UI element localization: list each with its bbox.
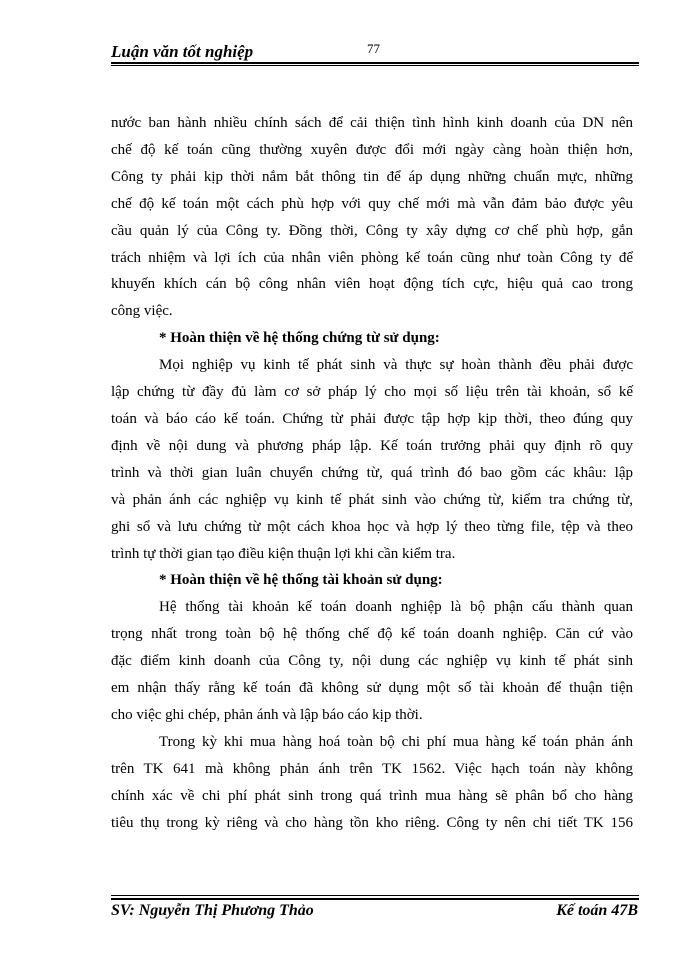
text-line: nước ban hành nhiều chính sách để cải thiện tình hình kinh doanh của DN nên bbox=[111, 115, 633, 131]
document-title: Luận văn tốt nghiệp bbox=[111, 42, 254, 61]
text-line: tiêu thụ trong kỳ riêng và cho hàng tồn kho riêng. Công ty nên chi tiết TK 156 bbox=[111, 814, 633, 831]
text-line: Công ty phải kịp thời nắm bắt thông tin để áp dụng những chuẩn mực, những bbox=[111, 168, 633, 185]
paragraph bbox=[111, 352, 633, 567]
text-line: Hệ thống tài khoản kế toán doanh nghiệp là bộ phận cấu thành quan bbox=[159, 599, 633, 616]
text-line: trên TK 641 mà không phản ánh trên TK 1562. Việc hạch toán này không bbox=[111, 760, 633, 777]
text-line: toán và báo cáo kế toán. Chứng từ phải được tập hợp kịp thời, theo đúng quy bbox=[111, 410, 633, 427]
page-number: 77 bbox=[367, 41, 380, 56]
text-line: và phản ánh các nghiệp vụ kinh tế phát sinh vào chứng từ, kiểm tra chứng từ, bbox=[111, 491, 633, 508]
paragraph bbox=[111, 110, 633, 325]
paragraph bbox=[111, 594, 633, 729]
text-line: cầu quản lý của Công ty. Đồng thời, Công ty xây dựng cơ chế phù hợp, gắn bbox=[111, 222, 633, 239]
footer-author: SV: Nguyễn Thị Phương Thảo bbox=[111, 902, 314, 919]
text-line: Mọi nghiệp vụ kinh tế phát sinh và thực sự hoàn thành đều phải được bbox=[159, 357, 633, 374]
page-header bbox=[111, 40, 639, 64]
text-line: em nhận thấy rằng kế toán đã không sử dụng một số tài khoản để thuận tiện bbox=[111, 680, 633, 697]
text-line: lập chứng từ đầy đủ làm cơ sở pháp lý cho mọi số liệu trên tài khoản, sổ kế bbox=[111, 384, 633, 401]
footer-class: Kế toán 47B bbox=[556, 902, 638, 919]
text-line: * Hoàn thiện về hệ thống tài khoản sử dụng: bbox=[159, 572, 443, 589]
text-line: trọng nhất trong toàn bộ hệ thống chế độ kế toán doanh nghiệp. Căn cứ vào bbox=[111, 626, 633, 643]
text-line: đặc điểm kinh doanh của Công ty, nội dung các nghiệp vụ kinh tế phát sinh bbox=[111, 653, 633, 670]
text-line: ghi sổ và lưu chứng từ một cách khoa học và hợp lý theo từng file, tệp và theo bbox=[111, 518, 633, 535]
text-line: chế độ kế toán một cách phù hợp với quy chế mới mà vẫn đảm bảo được yêu bbox=[111, 195, 633, 212]
text-line: trình và thời gian luân chuyển chứng từ, quá trình đó bao gồm các khâu: lập bbox=[111, 464, 633, 481]
text-line: định về nội dung và phương pháp lập. Kế toán trưởng phải quy định rõ quy bbox=[111, 437, 633, 454]
text-line: Trong kỳ khi mua hàng hoá toàn bộ chi phí mua hàng kế toán phản ánh bbox=[159, 733, 633, 750]
section-heading bbox=[111, 325, 633, 352]
text-line: công việc. bbox=[111, 303, 173, 320]
text-line: chính xác về chi phí phát sinh trong quá trình mua hàng sẽ phân bổ cho hàng bbox=[111, 787, 633, 804]
text-line: trình tự thời gian tạo điều kiện thuận lợi khi cần kiểm tra. bbox=[111, 545, 456, 562]
footer-rule-thin bbox=[111, 895, 639, 896]
text-line: * Hoàn thiện về hệ thống chứng từ sử dụng: bbox=[159, 330, 440, 347]
footer-rule bbox=[111, 898, 639, 900]
text-line: chế độ kế toán cũng thường xuyên được đổi mới ngày càng hoàn thiện hơn, bbox=[111, 141, 633, 158]
section-heading bbox=[111, 567, 633, 594]
body-text bbox=[111, 110, 633, 836]
text-line: khuyến khích cán bộ công nhân viên hoạt động tích cực, hiệu quả cao trong bbox=[111, 276, 633, 293]
paragraph bbox=[111, 729, 633, 837]
text-line: trách nhiệm và lợi ích của nhân viên phòng kế toán cũng như toàn Công ty để bbox=[111, 249, 633, 266]
text-line: cho việc ghi chép, phản ánh và lập báo cáo kịp thời. bbox=[111, 706, 423, 723]
header-rule-thin bbox=[111, 65, 639, 66]
header-rule bbox=[111, 62, 639, 64]
